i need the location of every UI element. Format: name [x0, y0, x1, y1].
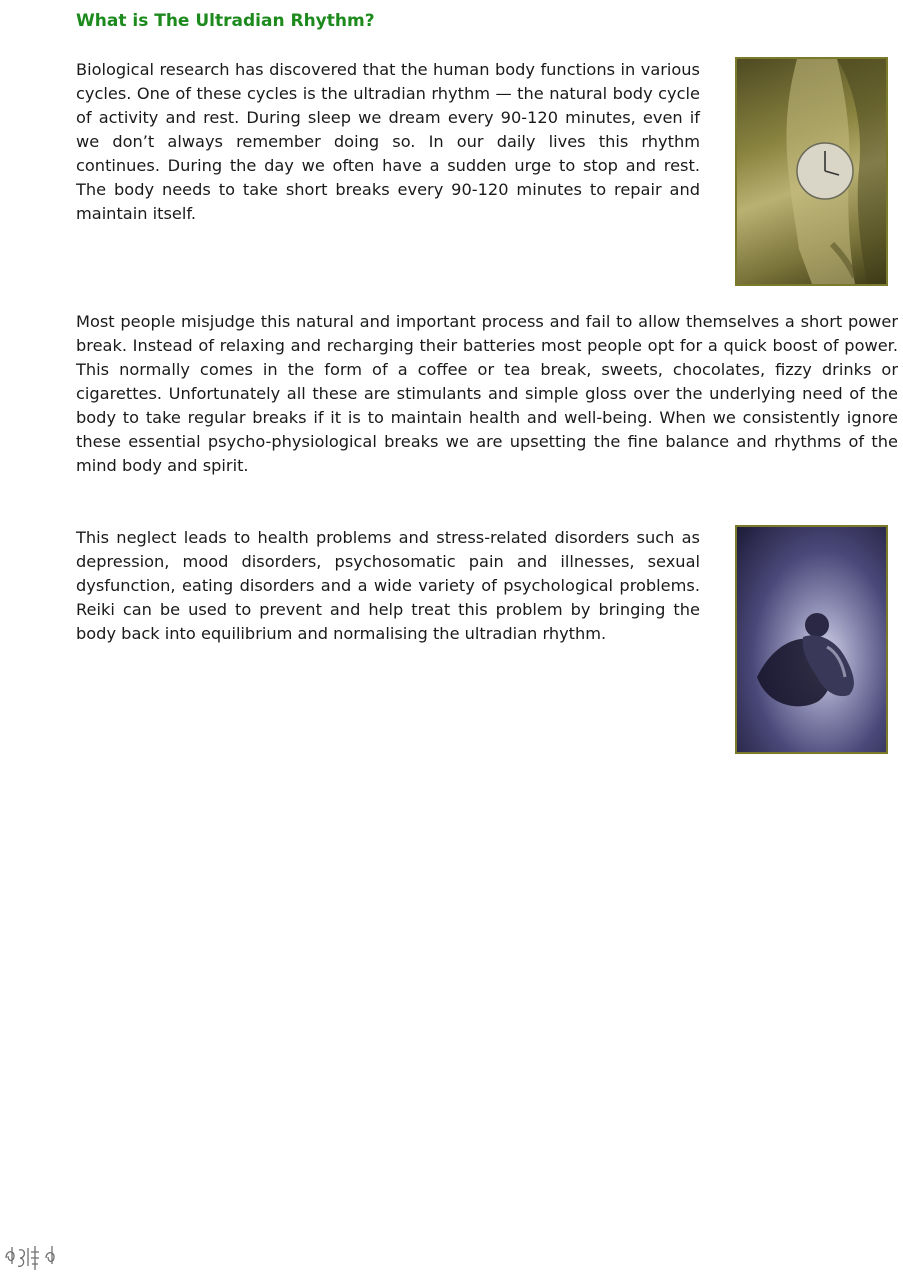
- footer-logo: [2, 1238, 64, 1272]
- paragraph-ultradian-intro: Biological research has discovered that the human body functions in various cycles. One of these cycles is the ultradian rhythm — the natural body cycle of activity and rest. During sleep we dream every 90-120 minutes, even if we don’t always remember doing so. In our daily lives this rhythm continues. During the day we often have a sudden urge to stop and rest. The body needs to take short breaks every 90-120 minutes to repair and maintain itself.: [76, 60, 700, 223]
- torso-clock-illustration: [737, 59, 886, 284]
- paragraph-power-break: Most people misjudge this natural and important process and fail to allow themselves a short power break. Instead of relaxing and recharging their batteries most people opt for a quick boost of power. This normally comes in the form of a coffee or tea break, sweets, chocolates, fizzy drinks or cigarettes. Unfortunately all these are stimulants and simple gloss over the underlying need of the body to take regular breaks if it is to maintain health and well-being. When we consistently ignore these essential psycho-physiological breaks we are upsetting the fine balance and rhythms of the mind body and spirit.: [76, 312, 898, 475]
- seated-figure-illustration: [737, 527, 886, 752]
- article-title: What is The Ultradian Rhythm?: [76, 11, 375, 31]
- reiki-symbol-logo: [2, 1238, 64, 1272]
- torso-clock-photo: [735, 57, 888, 286]
- paragraph-reiki-treatment: This neglect leads to health problems and stress-related disorders such as depression, mood disorders, psychosomatic pain and illnesses, sexual dysfunction, eating disorders and a wide variety of psychological problems. Reiki can be used to prevent and help treat this problem by bringing the body back into equilibrium and normalising the ultradian rhythm.: [76, 528, 700, 643]
- seated-figure-photo: [735, 525, 888, 754]
